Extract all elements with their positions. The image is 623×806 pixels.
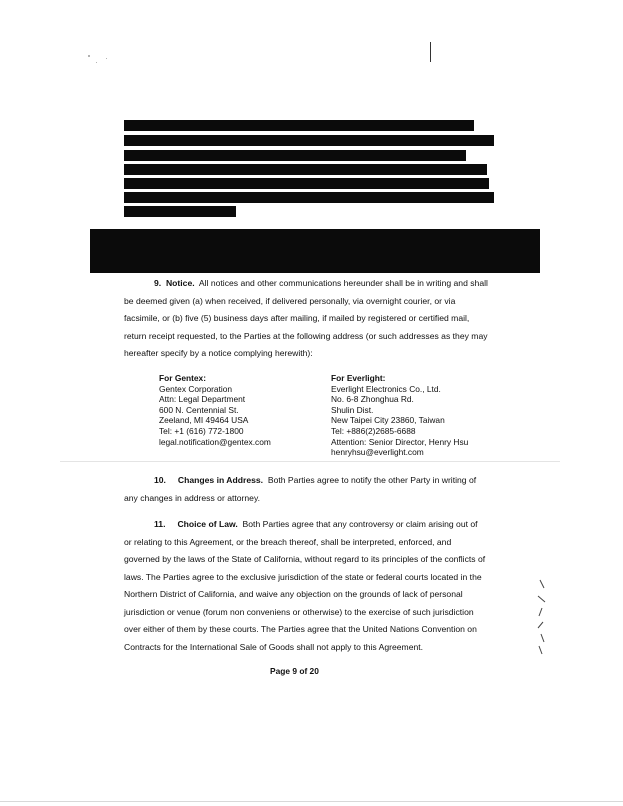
section-number: 9.: [154, 278, 162, 288]
law-section: [124, 516, 504, 656]
section-line: or relating to this Agreement, or the breach thereof, shall be interpreted, enforced, and: [124, 536, 452, 547]
address-line: Tel: +1 (616) 772-1800: [159, 425, 244, 436]
address-line: Attention: Senior Director, Henry Hsu: [331, 436, 469, 447]
address-line: Zeeland, MI 49464 USA: [159, 415, 249, 426]
gentex-title: For Gentex:: [159, 373, 206, 383]
address-line: Gentex Corporation: [159, 383, 233, 394]
email-address: henryhsu@everlight.com: [331, 447, 424, 458]
section-number: 11.: [154, 519, 166, 529]
section-line: laws. The Parties agree to the exclusive jurisdiction of the state or federal courts located in the: [124, 571, 482, 582]
changes-section: [124, 472, 504, 507]
section-line: Both Parties agree that any controversy or claim arising out of: [242, 519, 478, 529]
redaction-bar: [124, 164, 487, 175]
section-line: facsimile, or (b) five (5) business days after mailing, if mailed by registered or certified mail,: [124, 313, 470, 323]
address-line: New Taipei City 23860, Taiwan: [331, 415, 445, 426]
section-heading: Notice.: [165, 278, 195, 288]
address-line: Tel: +886(2)2685-6688: [331, 425, 416, 436]
redaction-block: [90, 229, 540, 273]
address-line: Attn: Legal Department: [159, 394, 246, 405]
section-line: return receipt requested, to the Parties at the following address (or such addresses as they may: [124, 330, 488, 341]
scan-speck: [88, 55, 90, 57]
page-number: Page 9 of 20: [270, 666, 319, 676]
address-line: 600 N. Centennial St.: [159, 404, 239, 415]
redaction-bar: [124, 206, 236, 217]
section-line: be deemed given (a) when received, if delivered personally, via overnight courier, or via: [124, 295, 456, 306]
address-line: Shulin Dist.: [331, 404, 374, 415]
scan-line: [60, 461, 560, 462]
redaction-bar: [124, 135, 494, 146]
address-line: Everlight Electronics Co., Ltd.: [331, 383, 441, 394]
scan-line: [0, 801, 623, 802]
scan-mark: [430, 42, 431, 62]
section-line: governed by the laws of the State of California, without regard to its principles of the conflicts of: [124, 554, 486, 564]
email-address: legal.notification@gentex.com: [159, 436, 271, 447]
section-line: over either of them by these courts. The Parties agree that the United Nations Convention on: [124, 624, 477, 634]
section-line: Both Parties agree to notify the other Party in writing of: [267, 475, 477, 485]
section-line: any changes in address or attorney.: [124, 492, 260, 503]
redaction-bar: [124, 120, 474, 131]
section-number: 10.: [154, 475, 166, 485]
section-line: jurisdiction or venue (forum non conveniens or otherwise) to the exercise of such jurisdiction: [124, 606, 474, 617]
everlight-title: For Everlight:: [331, 373, 386, 383]
notice-section: [124, 275, 504, 363]
address-line: No. 6-8 Zhonghua Rd.: [331, 394, 414, 405]
section-line: All notices and other communications hereunder shall be in writing and shall: [198, 278, 488, 288]
everlight-address: [331, 373, 468, 458]
section-line: hereafter specify by a notice complying herewith):: [124, 348, 313, 358]
section-heading: Choice of Law.: [177, 519, 238, 529]
redaction-bar: [124, 192, 494, 203]
section-heading: Changes in Address.: [177, 475, 264, 485]
gentex-address: [159, 373, 271, 447]
section-line: Contracts for the International Sale of Goods shall not apply to this Agreement.: [124, 641, 424, 652]
scan-speck: [96, 62, 97, 63]
redaction-bar: [124, 150, 466, 161]
handwritten-initials: [532, 578, 552, 658]
section-line: Northern District of California, and waive any objection on the grounds of lack of personal: [124, 589, 463, 599]
redaction-bar: [124, 178, 489, 189]
scan-speck: [106, 58, 107, 59]
